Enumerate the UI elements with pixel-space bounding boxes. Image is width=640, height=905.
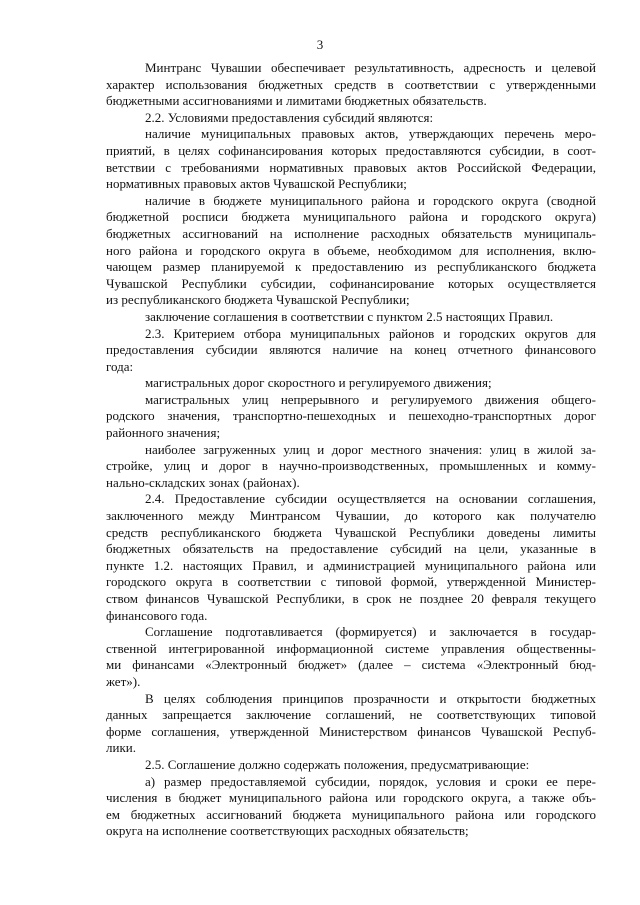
text-line: жет»).	[106, 673, 141, 689]
text-line: бюджетных обязательств на предоставление субсидий на цели, указанные в	[106, 541, 596, 557]
text-line: ем бюджетных ассигнований бюджета муниципального района или городского	[106, 806, 596, 822]
text-line: чающем размер планируемой к предоставлению из республиканского бюджета	[106, 259, 596, 275]
text-line: предоставления субсидии являются наличие на конец отчетного финансового	[106, 342, 596, 358]
text-line: года:	[106, 358, 134, 374]
body-text	[106, 60, 596, 840]
text-line: магистральных дорог скоростного и регулируемого движения;	[145, 375, 492, 391]
text-line: магистральных улиц непрерывного и регулируемого движения общего-	[145, 391, 596, 407]
text-line: ственной интегрированной информационной системе управления общественны-	[106, 640, 596, 656]
text-line: данных запрещается заключение соглашений, не соответствующих типовой	[106, 707, 596, 723]
text-line: а) размер предоставляемой субсидии, порядок, условия и сроки ее пере-	[145, 773, 596, 789]
text-line: бюджетных ассигнований на исполнение расходных обязательств муниципаль-	[106, 225, 596, 241]
text-line: средств республиканского бюджета Чувашской Республики доведены лимиты	[106, 524, 596, 540]
text-line: заключение соглашения в соответствии с пунктом 2.5 настоящих Правил.	[145, 308, 554, 324]
text-line: 2.5. Соглашение должно содержать положения, предусматривающие:	[145, 756, 530, 772]
text-line: лики.	[106, 740, 136, 756]
text-line: числения в бюджет муниципального района или городского округа, а также объ-	[106, 790, 596, 806]
text-line: ного района и городского округа в объеме, необходимом для исполнения, вклю-	[106, 242, 596, 258]
text-line: Соглашение подготавливается (формируется) и заключается в государ-	[145, 624, 596, 640]
text-line: В целях соблюдения принципов прозрачности и открытости бюджетных	[145, 690, 596, 706]
text-line: ством финансов Чувашской Республики, в срок не позднее 20 февраля текущего	[106, 591, 596, 606]
text-line: пункте 1.2. настоящих Правил, и администрацией муниципального района или	[106, 557, 596, 573]
text-line: ветствии с требованиями нормативных правовых актов Российской Федерации,	[106, 159, 596, 175]
text-line: из республиканского бюджета Чувашской Республики;	[106, 292, 410, 308]
text-line: Чувашской Республики субсидии, софинансирование которых осуществляется	[106, 275, 596, 291]
page-number: 3	[316, 37, 324, 52]
text-line: ми финансами «Электронный бюджет» (далее – система «Электронный бюд-	[106, 657, 596, 673]
text-line: приятий, в целях софинансирования которых предоставляются субсидии, в соот-	[106, 142, 596, 158]
text-line: округа на исполнение соответствующих расходных обязательств;	[106, 823, 469, 839]
text-line: родского значения, транспортно-пешеходных и пешеходно-транспортных дорог	[106, 408, 596, 424]
text-line: 2.4. Предоставление субсидии осуществляется на основании соглашения,	[145, 491, 596, 507]
text-line: 2.2. Условиями предоставления субсидий являются:	[145, 109, 434, 125]
text-line: бюджетной росписи бюджета муниципального района и городского округа)	[106, 209, 596, 225]
text-line: 2.3. Критерием отбора муниципальных районов и городских округов для	[145, 325, 596, 341]
text-line: наличие муниципальных правовых актов, утверждающих перечень меро-	[145, 126, 596, 142]
text-line: бюджетными ассигнованиями и лимитами бюджетных обязательств.	[106, 93, 487, 109]
text-line: Минтранс Чувашии обеспечивает результативность, адресность и целевой	[145, 60, 596, 75]
text-line: районного значения;	[106, 425, 221, 441]
text-line: наличие в бюджете муниципального района и городского округа (сводной	[145, 192, 596, 208]
text-line: нально-складских зонах (районах).	[106, 474, 300, 490]
text-line: финансового года.	[106, 607, 208, 623]
text-line: характер использования бюджетных средств в соответствии с утвержденными	[106, 76, 596, 92]
text-line: нормативных правовых актов Чувашской Республики;	[106, 176, 407, 192]
text-line: форме соглашения, утвержденной Министерством финансов Чувашской Респуб-	[106, 723, 596, 739]
text-line: стройке, улиц и дорог в научно-производственных, промышленных и комму-	[106, 458, 596, 474]
text-line: наиболее загруженных улиц и дорог местного значения: улиц в жилой за-	[145, 441, 596, 457]
text-line: заключенного между Минтрансом Чувашии, до которого как получателю	[106, 508, 596, 524]
text-line: городского округа в соответствии с типовой формой, утвержденной Министер-	[106, 574, 596, 590]
